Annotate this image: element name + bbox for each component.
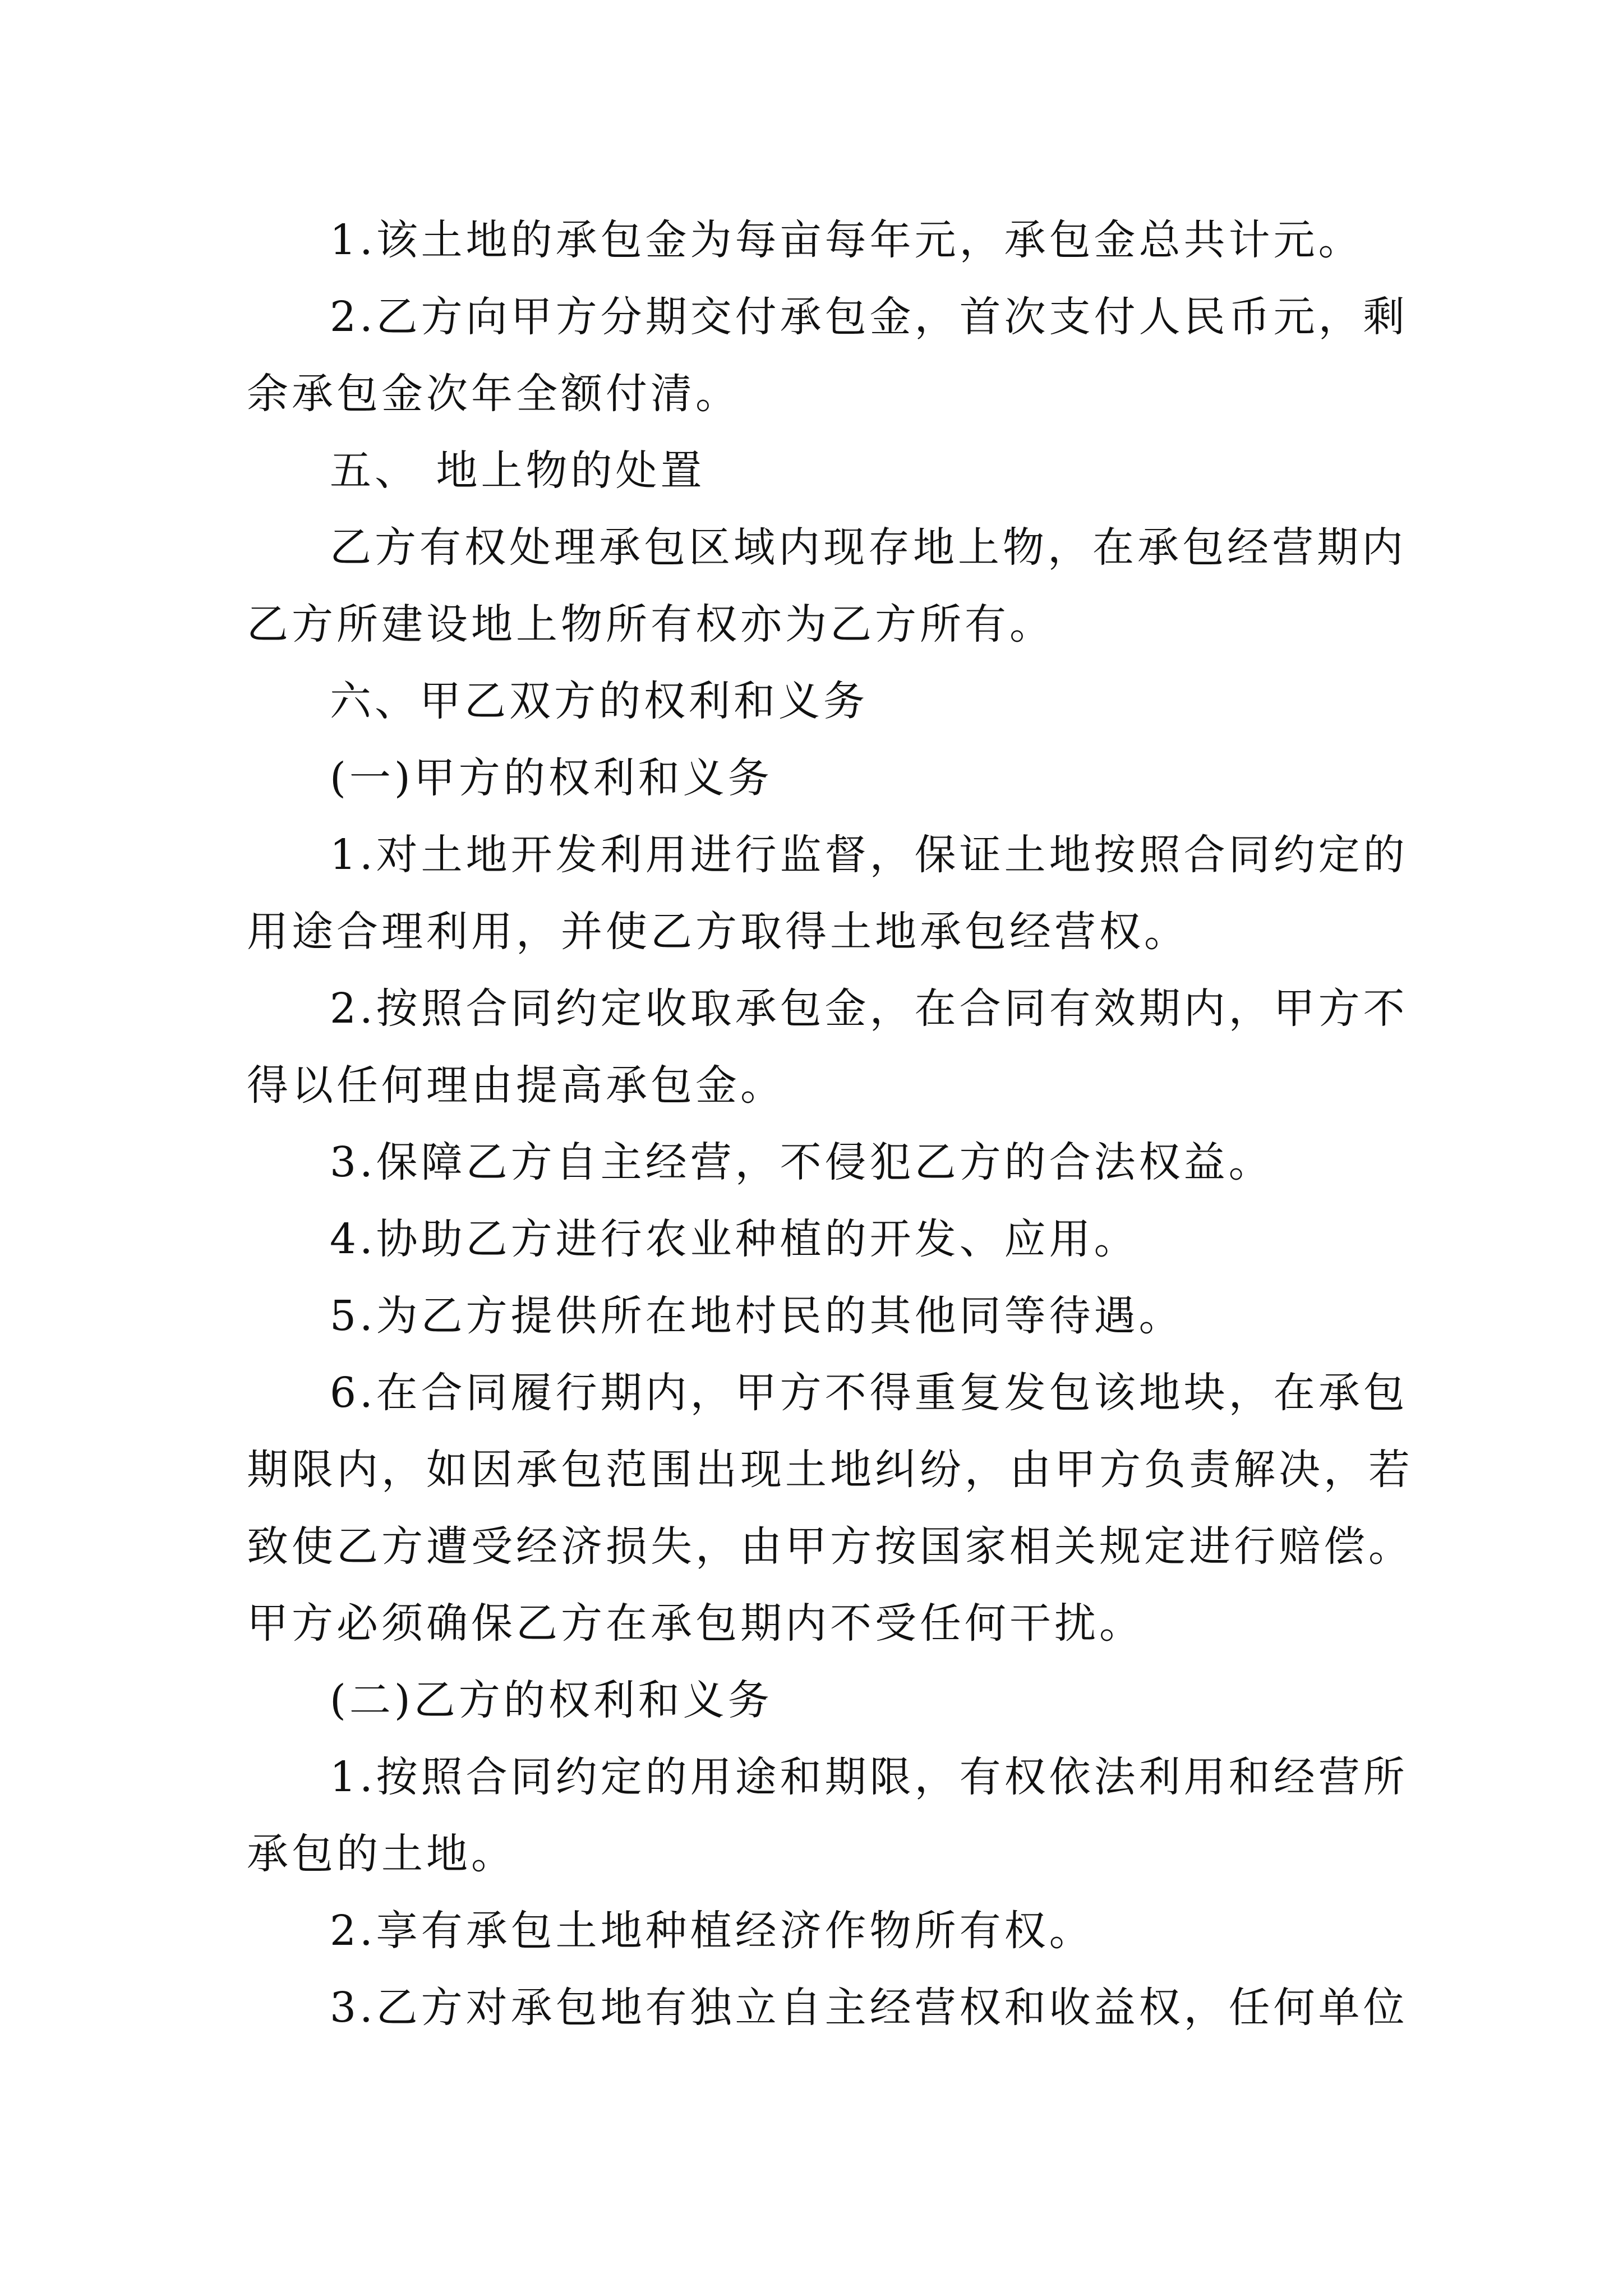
subsection-heading: (二)乙方的权利和义务 [330, 1676, 773, 1724]
text-line: 乙方有权处理承包区域内现存地上物，在承包经营期内 [330, 523, 1407, 572]
text-line: 1.该土地的承包金为每亩每年元，承包金总共计元。 [330, 216, 1363, 264]
text-line: 1.按照合同约定的用途和期限，有权依法利用和经营所 [330, 1753, 1408, 1801]
text-line: 甲方必须确保乙方在承包期内不受任何干扰。 [247, 1599, 1144, 1648]
text-line: 3.乙方对承包地有独立自主经营权和收益权，任何单位 [330, 1984, 1408, 2032]
document-body [247, 202, 1413, 2046]
text-line: 乙方所建设地上物所有权亦为乙方所有。 [247, 600, 1054, 648]
text-line: 得以任何理由提高承包金。 [247, 1061, 785, 1110]
text-line: 2.乙方向甲方分期交付承包金，首次支付人民币元，剩 [330, 293, 1408, 341]
text-line: 5.为乙方提供所在地村民的其他同等待遇。 [330, 1292, 1184, 1340]
text-line: 致使乙方遭受经济损失，由甲方按国家相关规定进行赔偿。 [247, 1522, 1413, 1571]
section-heading: 六、甲乙双方的权利和义务 [330, 677, 868, 725]
text-line: 2.按照合同约定收取承包金，在合同有效期内，甲方不 [330, 984, 1408, 1033]
text-line: 6.在合同履行期内，甲方不得重复发包该地块，在承包 [330, 1369, 1408, 1417]
text-line: 3.保障乙方自主经营，不侵犯乙方的合法权益。 [330, 1138, 1274, 1186]
text-line: 2.享有承包土地种植经济作物所有权。 [330, 1907, 1094, 1955]
section-heading: 五、 地上物的处置 [330, 447, 706, 495]
text-line: 期限内，如因承包范围出现土地纠纷，由甲方负责解决，若 [247, 1446, 1413, 1494]
text-line: 1.对土地开发利用进行监督，保证土地按照合同约定的 [330, 831, 1408, 879]
text-line: 4.协助乙方进行农业种植的开发、应用。 [330, 1215, 1139, 1263]
text-line: 承包的土地。 [247, 1830, 516, 1878]
text-line: 余承包金次年全额付清。 [247, 370, 740, 418]
text-line: 用途合理利用，并使乙方取得土地承包经营权。 [247, 908, 1189, 956]
subsection-heading: (一)甲方的权利和义务 [330, 754, 773, 802]
